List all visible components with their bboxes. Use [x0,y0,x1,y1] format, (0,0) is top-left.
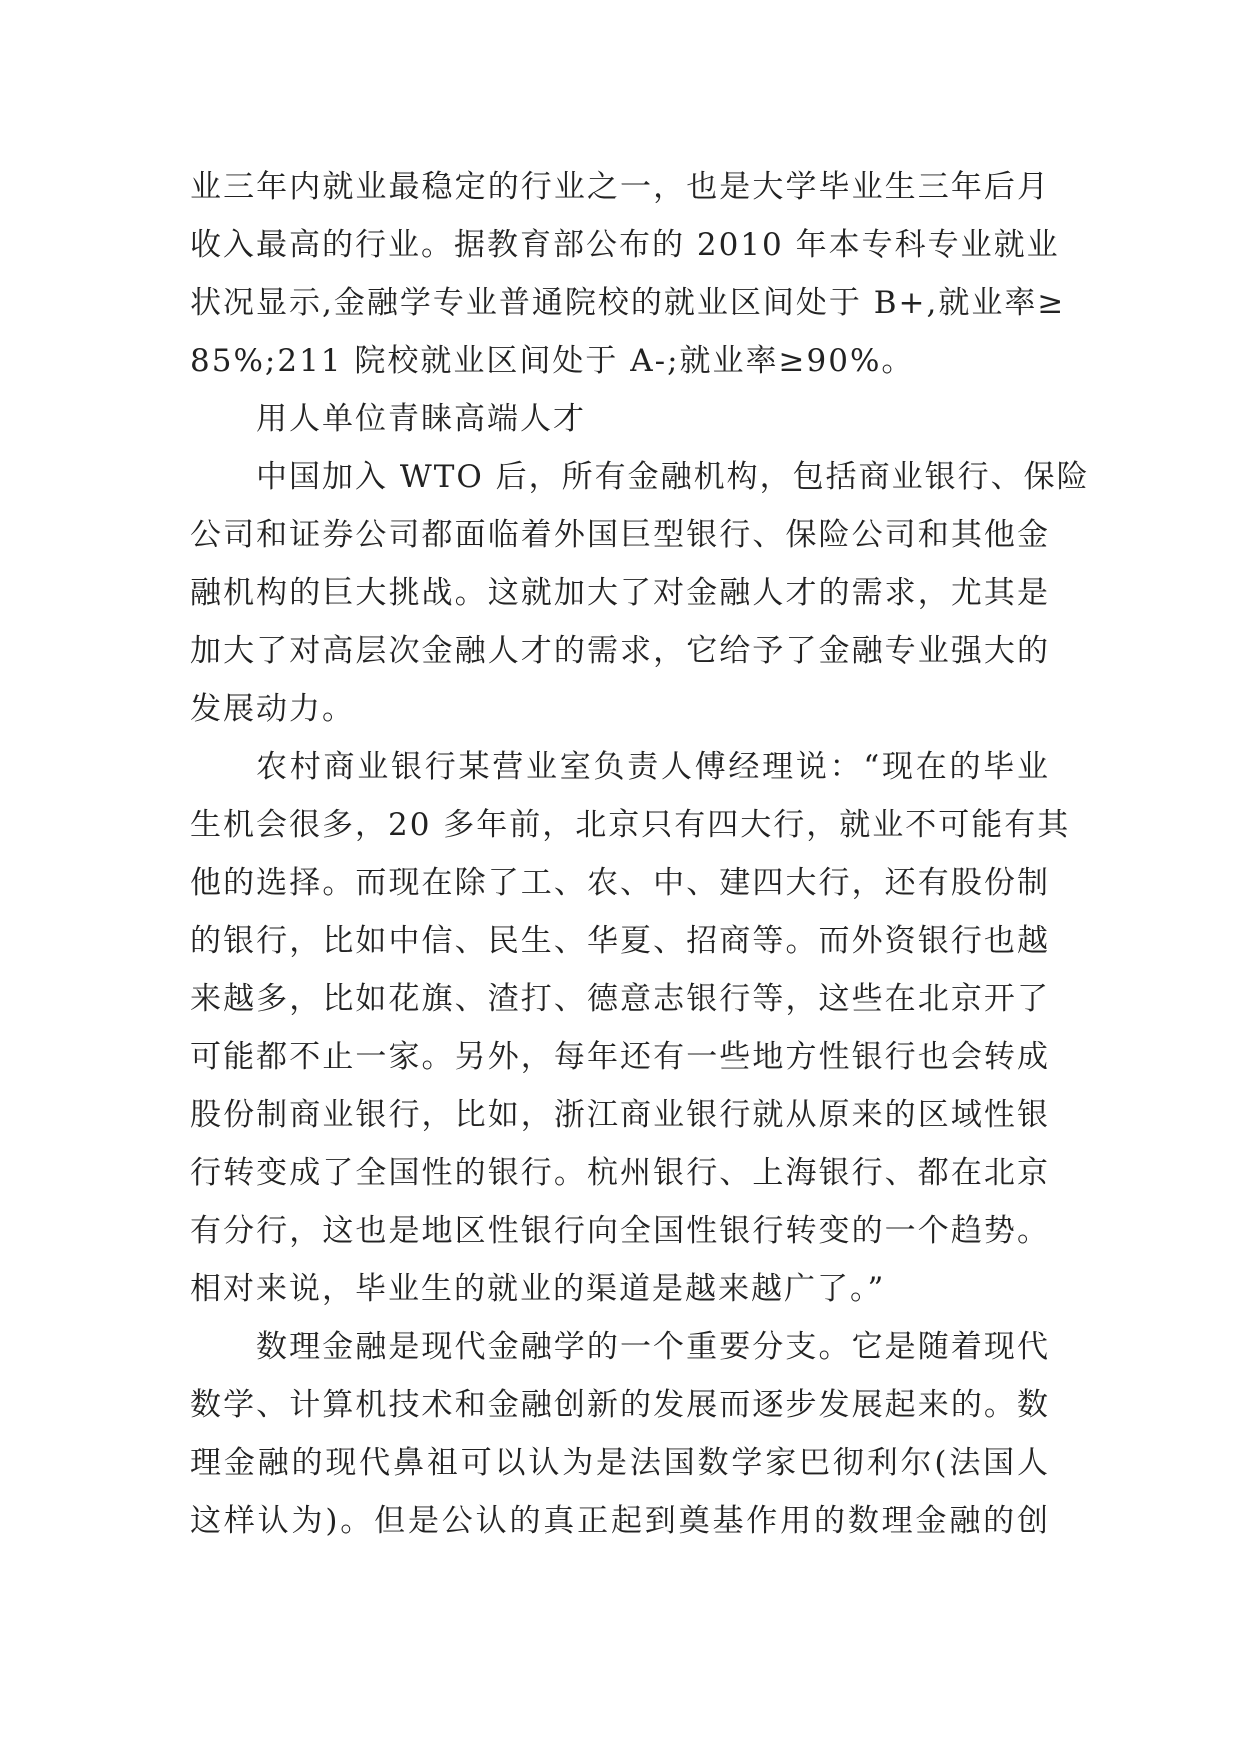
text-line: 生机会很多，20 多年前，北京只有四大行，就业不可能有其 [190,807,1071,843]
document-body [190,158,1090,1550]
text-line: 股份制商业银行，比如，浙江商业银行就从原来的区域性银 [190,1097,1050,1133]
text-line: 这样认为)。但是公认的真正起到奠基作用的数理金融的创 [190,1503,1050,1539]
section-heading [190,390,1050,448]
heading-text: 用人单位青睐高端人才 [256,401,586,437]
text-line: 有分行，这也是地区性银行向全国性银行转变的一个趋势。 [190,1213,1050,1249]
text-line: 状况显示,金融学专业普通院校的就业区间处于 B+,就业率≥ [190,285,1066,321]
text-line: 业三年内就业最稳定的行业之一，也是大学毕业生三年后月 [190,169,1050,205]
text-line: 相对来说，毕业生的就业的渠道是越来越广了。” [190,1271,886,1307]
text-line: 发展动力。 [190,691,355,727]
text-line: 来越多，比如花旗、渣打、德意志银行等，这些在北京开了 [190,981,1050,1017]
text-line: 理金融的现代鼻祖可以认为是法国数学家巴彻利尔(法国人 [190,1445,1050,1481]
text-line: 85%;211 院校就业区间处于 A-;就业率≥90%。 [190,343,915,379]
text-line: 可能都不止一家。另外，每年还有一些地方性银行也会转成 [190,1039,1050,1075]
text-line: 数学、计算机技术和金融创新的发展而逐步发展起来的。数 [190,1387,1050,1423]
text-line: 他的选择。而现在除了工、农、中、建四大行，还有股份制 [190,865,1050,901]
paragraph [190,738,1071,1318]
text-line: 公司和证券公司都面临着外国巨型银行、保险公司和其他金 [190,517,1050,553]
text-line: 数理金融是现代金融学的一个重要分支。它是随着现代 [256,1329,1050,1365]
text-line: 行转变成了全国性的银行。杭州银行、上海银行、都在北京 [190,1155,1050,1191]
paragraph [190,1318,1050,1550]
paragraph [190,448,1090,738]
paragraph [190,158,1066,390]
text-line: 融机构的巨大挑战。这就加大了对金融人才的需求，尤其是 [190,575,1050,611]
text-line: 农村商业银行某营业室负责人傅经理说：“现在的毕业 [256,749,1050,785]
text-line: 的银行，比如中信、民生、华夏、招商等。而外资银行也越 [190,923,1050,959]
text-line: 收入最高的行业。据教育部公布的 2010 年本专科专业就业 [190,227,1060,263]
text-line: 加大了对高层次金融人才的需求，它给予了金融专业强大的 [190,633,1050,669]
text-line: 中国加入 WTO 后，所有金融机构，包括商业银行、保险 [256,459,1090,495]
